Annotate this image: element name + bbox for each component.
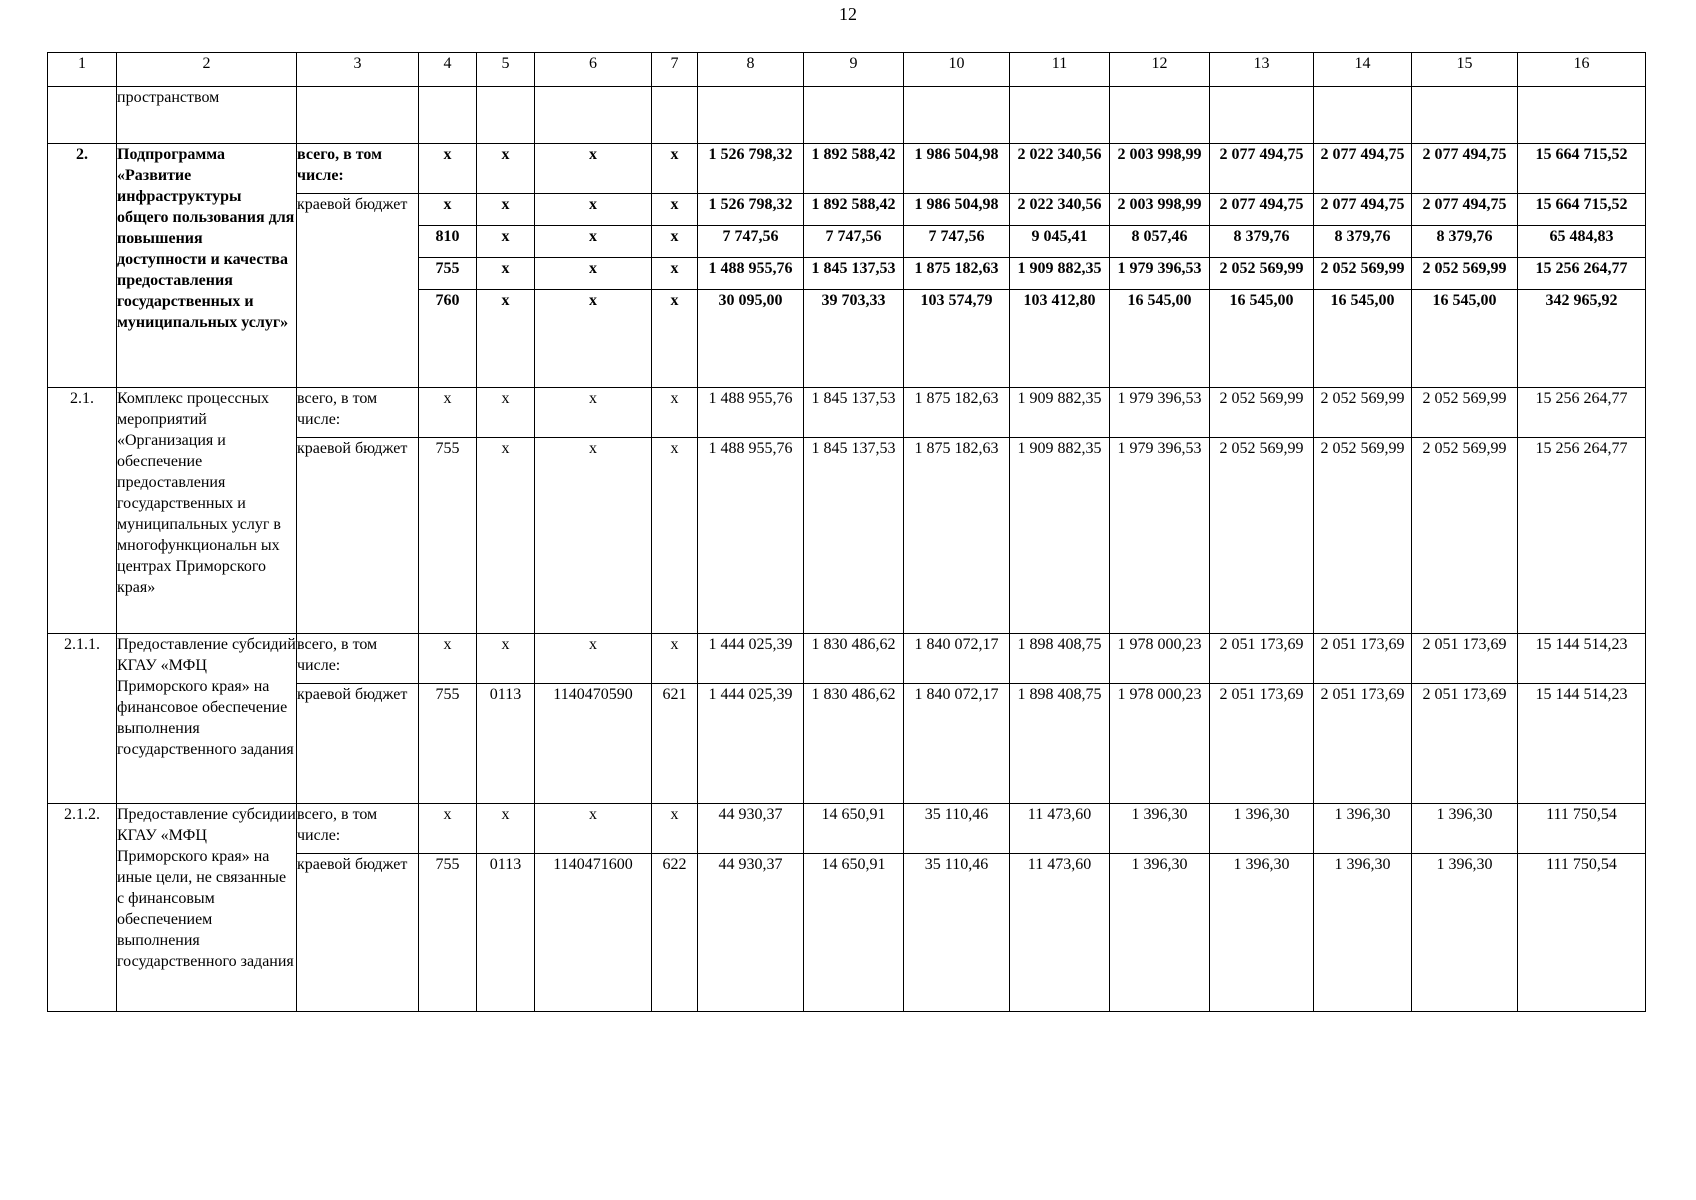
column-header: 5 xyxy=(477,53,535,87)
column-header: 6 xyxy=(535,53,652,87)
column-header: 11 xyxy=(1010,53,1110,87)
value-cell: 8 379,76 xyxy=(1412,226,1518,258)
empty-cell xyxy=(1518,87,1646,144)
value-cell: 2 077 494,75 xyxy=(1314,194,1412,226)
row-name-cell: Предоставление субсидий КГАУ «МФЦ Приморского края» на финансовое обеспечение выполнения государственного задания xyxy=(117,634,297,804)
code-grbs-cell: 760 xyxy=(419,290,477,388)
empty-cell xyxy=(535,87,652,144)
code-expense-type-cell: х xyxy=(652,290,698,388)
value-cell: 2 052 569,99 xyxy=(1412,438,1518,634)
code-grbs-cell: 755 xyxy=(419,258,477,290)
value-cell: 1 979 396,53 xyxy=(1110,438,1210,634)
code-section-cell: х xyxy=(477,226,535,258)
value-cell: 2 052 569,99 xyxy=(1314,388,1412,438)
empty-cell xyxy=(698,87,804,144)
value-cell: 16 545,00 xyxy=(1412,290,1518,388)
code-grbs-cell: х xyxy=(419,388,477,438)
value-cell: 1 875 182,63 xyxy=(904,438,1010,634)
value-cell: 14 650,91 xyxy=(804,804,904,854)
code-target-item-cell: х xyxy=(535,144,652,194)
value-cell: 111 750,54 xyxy=(1518,854,1646,1012)
value-cell: 1 978 000,23 xyxy=(1110,634,1210,684)
row-number-cell: 2.1. xyxy=(48,388,117,634)
value-cell: 2 051 173,69 xyxy=(1210,634,1314,684)
value-cell: 1 979 396,53 xyxy=(1110,388,1210,438)
funding-source-cell: всего, в том числе: xyxy=(297,388,419,438)
code-grbs-cell: 755 xyxy=(419,684,477,804)
value-cell: 7 747,56 xyxy=(698,226,804,258)
empty-cell xyxy=(1412,87,1518,144)
empty-cell xyxy=(1210,87,1314,144)
value-cell: 1 830 486,62 xyxy=(804,634,904,684)
value-cell: 15 664 715,52 xyxy=(1518,144,1646,194)
funding-source-cell: всего, в том числе: xyxy=(297,804,419,854)
value-cell: 2 077 494,75 xyxy=(1412,144,1518,194)
code-section-cell: х xyxy=(477,194,535,226)
code-section-cell: х xyxy=(477,438,535,634)
code-target-item-cell: 1140470590 xyxy=(535,684,652,804)
column-header: 13 xyxy=(1210,53,1314,87)
value-cell: 15 256 264,77 xyxy=(1518,438,1646,634)
code-target-item-cell: 1140471600 xyxy=(535,854,652,1012)
value-cell: 1 396,30 xyxy=(1412,854,1518,1012)
value-cell: 44 930,37 xyxy=(698,804,804,854)
value-cell: 15 256 264,77 xyxy=(1518,258,1646,290)
empty-cell xyxy=(904,87,1010,144)
code-section-cell: х xyxy=(477,804,535,854)
budget-table xyxy=(47,52,1646,1012)
code-expense-type-cell: х xyxy=(652,438,698,634)
code-expense-type-cell: х xyxy=(652,258,698,290)
value-cell: 2 022 340,56 xyxy=(1010,194,1110,226)
value-cell: 15 664 715,52 xyxy=(1518,194,1646,226)
value-cell: 2 052 569,99 xyxy=(1314,258,1412,290)
table-row xyxy=(48,388,1646,438)
empty-cell xyxy=(48,87,117,144)
code-expense-type-cell: х xyxy=(652,388,698,438)
value-cell: 11 473,60 xyxy=(1010,854,1110,1012)
row-name-cell: Подпрограмма «Развитие инфраструктуры общего пользования для повышения доступности и качества предоставления государственных и муниципальных услуг» xyxy=(117,144,297,388)
funding-source-cell: всего, в том числе: xyxy=(297,144,419,194)
code-grbs-cell: х xyxy=(419,634,477,684)
row-name-cell: Комплекс процессных мероприятий «Организация и обеспечение предоставления государственных и муниципальных услуг в многофункциональн ых центрах Приморского края» xyxy=(117,388,297,634)
column-header: 15 xyxy=(1412,53,1518,87)
value-cell: 1 526 798,32 xyxy=(698,144,804,194)
column-header: 14 xyxy=(1314,53,1412,87)
empty-cell xyxy=(477,87,535,144)
value-cell: 1 396,30 xyxy=(1412,804,1518,854)
value-cell: 1 909 882,35 xyxy=(1010,388,1110,438)
table-row xyxy=(48,634,1646,684)
value-cell: 1 875 182,63 xyxy=(904,388,1010,438)
value-cell: 1 845 137,53 xyxy=(804,258,904,290)
value-cell: 1 526 798,32 xyxy=(698,194,804,226)
column-header: 3 xyxy=(297,53,419,87)
value-cell: 103 574,79 xyxy=(904,290,1010,388)
code-grbs-cell: х xyxy=(419,144,477,194)
value-cell: 2 052 569,99 xyxy=(1412,388,1518,438)
row-number-cell: 2. xyxy=(48,144,117,388)
value-cell: 1 979 396,53 xyxy=(1110,258,1210,290)
code-section-cell: 0113 xyxy=(477,684,535,804)
page-number: 12 xyxy=(839,4,857,24)
value-cell: 2 052 569,99 xyxy=(1314,438,1412,634)
column-header: 7 xyxy=(652,53,698,87)
value-cell: 1 444 025,39 xyxy=(698,634,804,684)
code-target-item-cell: х xyxy=(535,634,652,684)
value-cell: 7 747,56 xyxy=(804,226,904,258)
value-cell: 16 545,00 xyxy=(1110,290,1210,388)
code-grbs-cell: 810 xyxy=(419,226,477,258)
value-cell: 1 909 882,35 xyxy=(1010,438,1110,634)
column-header: 1 xyxy=(48,53,117,87)
empty-cell xyxy=(804,87,904,144)
value-cell: 1 845 137,53 xyxy=(804,438,904,634)
funding-source-cell: краевой бюджет xyxy=(297,194,419,388)
value-cell: 1 892 588,42 xyxy=(804,194,904,226)
value-cell: 35 110,46 xyxy=(904,804,1010,854)
code-grbs-cell: х xyxy=(419,194,477,226)
code-section-cell: х xyxy=(477,634,535,684)
value-cell: 1 488 955,76 xyxy=(698,388,804,438)
value-cell: 1 396,30 xyxy=(1314,854,1412,1012)
code-target-item-cell: х xyxy=(535,804,652,854)
code-section-cell: х xyxy=(477,144,535,194)
value-cell: 8 057,46 xyxy=(1110,226,1210,258)
funding-source-cell: краевой бюджет xyxy=(297,684,419,804)
empty-cell xyxy=(419,87,477,144)
value-cell: 2 051 173,69 xyxy=(1412,684,1518,804)
code-target-item-cell: х xyxy=(535,194,652,226)
row-name-cell: Предоставление субсидии КГАУ «МФЦ Приморского края» на иные цели, не связанные с финансовым обеспечением выполнения государственного задания xyxy=(117,804,297,1012)
table-body xyxy=(48,53,1646,1012)
value-cell: 8 379,76 xyxy=(1210,226,1314,258)
row-number-cell: 2.1.2. xyxy=(48,804,117,1012)
value-cell: 2 051 173,69 xyxy=(1314,684,1412,804)
code-target-item-cell: х xyxy=(535,226,652,258)
value-cell: 1 898 408,75 xyxy=(1010,684,1110,804)
table-row xyxy=(48,144,1646,194)
value-cell: 1 830 486,62 xyxy=(804,684,904,804)
code-target-item-cell: х xyxy=(535,388,652,438)
value-cell: 2 051 173,69 xyxy=(1412,634,1518,684)
value-cell: 2 077 494,75 xyxy=(1412,194,1518,226)
value-cell: 2 052 569,99 xyxy=(1210,258,1314,290)
value-cell: 1 396,30 xyxy=(1110,804,1210,854)
code-target-item-cell: х xyxy=(535,290,652,388)
column-header: 10 xyxy=(904,53,1010,87)
value-cell: 15 144 514,23 xyxy=(1518,634,1646,684)
value-cell: 2 003 998,99 xyxy=(1110,144,1210,194)
code-grbs-cell: 755 xyxy=(419,854,477,1012)
value-cell: 65 484,83 xyxy=(1518,226,1646,258)
value-cell: 15 256 264,77 xyxy=(1518,388,1646,438)
empty-cell xyxy=(1110,87,1210,144)
value-cell: 11 473,60 xyxy=(1010,804,1110,854)
value-cell: 1 396,30 xyxy=(1210,804,1314,854)
code-section-cell: х xyxy=(477,290,535,388)
value-cell: 14 650,91 xyxy=(804,854,904,1012)
value-cell: 1 840 072,17 xyxy=(904,634,1010,684)
code-expense-type-cell: х xyxy=(652,634,698,684)
value-cell: 16 545,00 xyxy=(1210,290,1314,388)
row-name-cell: пространством xyxy=(117,87,297,144)
code-section-cell: 0113 xyxy=(477,854,535,1012)
column-header: 2 xyxy=(117,53,297,87)
row-number-cell: 2.1.1. xyxy=(48,634,117,804)
column-header: 4 xyxy=(419,53,477,87)
value-cell: 35 110,46 xyxy=(904,854,1010,1012)
funding-source-cell: краевой бюджет xyxy=(297,438,419,634)
value-cell: 2 051 173,69 xyxy=(1210,684,1314,804)
value-cell: 30 095,00 xyxy=(698,290,804,388)
column-header: 16 xyxy=(1518,53,1646,87)
value-cell: 2 003 998,99 xyxy=(1110,194,1210,226)
value-cell: 44 930,37 xyxy=(698,854,804,1012)
value-cell: 2 052 569,99 xyxy=(1210,388,1314,438)
value-cell: 1 986 504,98 xyxy=(904,194,1010,226)
value-cell: 15 144 514,23 xyxy=(1518,684,1646,804)
code-target-item-cell: х xyxy=(535,438,652,634)
column-header: 12 xyxy=(1110,53,1210,87)
column-header: 8 xyxy=(698,53,804,87)
value-cell: 2 077 494,75 xyxy=(1210,194,1314,226)
value-cell: 2 022 340,56 xyxy=(1010,144,1110,194)
code-grbs-cell: х xyxy=(419,804,477,854)
value-cell: 1 444 025,39 xyxy=(698,684,804,804)
value-cell: 1 986 504,98 xyxy=(904,144,1010,194)
value-cell: 1 909 882,35 xyxy=(1010,258,1110,290)
value-cell: 2 051 173,69 xyxy=(1314,634,1412,684)
empty-cell xyxy=(652,87,698,144)
value-cell: 1 978 000,23 xyxy=(1110,684,1210,804)
empty-cell xyxy=(1010,87,1110,144)
table-row xyxy=(48,804,1646,854)
value-cell: 1 892 588,42 xyxy=(804,144,904,194)
value-cell: 1 875 182,63 xyxy=(904,258,1010,290)
empty-cell xyxy=(297,87,419,144)
value-cell: 7 747,56 xyxy=(904,226,1010,258)
empty-cell xyxy=(1314,87,1412,144)
code-expense-type-cell: х xyxy=(652,194,698,226)
value-cell: 1 840 072,17 xyxy=(904,684,1010,804)
value-cell: 111 750,54 xyxy=(1518,804,1646,854)
value-cell: 342 965,92 xyxy=(1518,290,1646,388)
value-cell: 9 045,41 xyxy=(1010,226,1110,258)
funding-source-cell: всего, в том числе: xyxy=(297,634,419,684)
value-cell: 1 488 955,76 xyxy=(698,438,804,634)
code-section-cell: х xyxy=(477,258,535,290)
code-expense-type-cell: 621 xyxy=(652,684,698,804)
value-cell: 103 412,80 xyxy=(1010,290,1110,388)
value-cell: 8 379,76 xyxy=(1314,226,1412,258)
value-cell: 1 898 408,75 xyxy=(1010,634,1110,684)
value-cell: 1 396,30 xyxy=(1314,804,1412,854)
value-cell: 2 052 569,99 xyxy=(1412,258,1518,290)
code-target-item-cell: х xyxy=(535,258,652,290)
value-cell: 1 396,30 xyxy=(1210,854,1314,1012)
code-section-cell: х xyxy=(477,388,535,438)
value-cell: 2 077 494,75 xyxy=(1210,144,1314,194)
continuation-row xyxy=(48,87,1646,144)
value-cell: 1 396,30 xyxy=(1110,854,1210,1012)
value-cell: 39 703,33 xyxy=(804,290,904,388)
value-cell: 2 052 569,99 xyxy=(1210,438,1314,634)
code-expense-type-cell: 622 xyxy=(652,854,698,1012)
code-expense-type-cell: х xyxy=(652,226,698,258)
code-expense-type-cell: х xyxy=(652,804,698,854)
table-header-row xyxy=(48,53,1646,87)
value-cell: 16 545,00 xyxy=(1314,290,1412,388)
code-grbs-cell: 755 xyxy=(419,438,477,634)
value-cell: 1 488 955,76 xyxy=(698,258,804,290)
code-expense-type-cell: х xyxy=(652,144,698,194)
funding-source-cell: краевой бюджет xyxy=(297,854,419,1012)
value-cell: 1 845 137,53 xyxy=(804,388,904,438)
value-cell: 2 077 494,75 xyxy=(1314,144,1412,194)
column-header: 9 xyxy=(804,53,904,87)
